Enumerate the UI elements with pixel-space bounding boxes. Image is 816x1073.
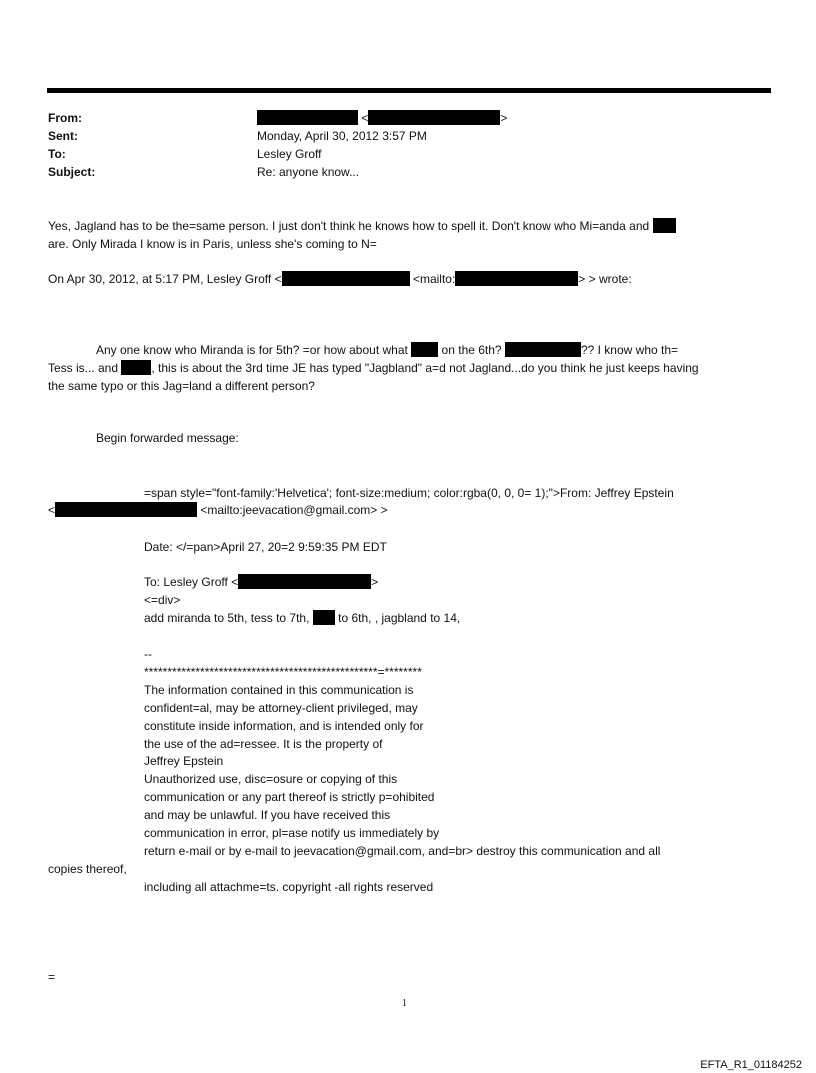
quote-intro: On Apr 30, 2012, at 5:17 PM, Lesley Groff < — [48, 272, 282, 286]
forwarded-mailto-line — [48, 502, 388, 518]
reply-line-2: are. Only Mirada I know is in Paris, unless she's coming to N= — [48, 237, 377, 251]
forwarded-date-line: Date: </=pan>April 27, 20=2 9:59:35 PM EDT — [144, 540, 387, 554]
begin-forwarded: Begin forwarded message: — [96, 431, 239, 445]
to-value: Lesley Groff — [257, 147, 322, 161]
reply-text: Yes, Jagland has to be the=same person. I just don't think he knows how to spell it. Don't know who Mi=anda and — [48, 219, 650, 233]
forwarded-div-line: <=div> — [144, 593, 181, 607]
forwarded-lt: < — [48, 503, 56, 517]
redaction-block — [238, 574, 371, 589]
forwarded-to-line — [144, 574, 378, 590]
quote-header — [48, 271, 632, 287]
disclaimer-line: constitute inside information, and is intended only for — [144, 719, 424, 733]
forwarded-mailto: <mailto:jeevacation@gmail.com> > — [200, 503, 388, 517]
disclaimer-line: return e-mail or by e-mail to jeevacation@gmail.com, and=br> destroy this communication and all — [144, 844, 661, 858]
disclaimer-line: and may be unlawful. If you have received this — [144, 808, 391, 822]
forwarded-text: to 6th, , jagbland to 14, — [338, 611, 461, 625]
from-lt: < — [361, 111, 369, 125]
header-rule — [47, 88, 771, 93]
from-gt: > — [500, 111, 508, 125]
redaction-block — [282, 271, 410, 286]
subject-label: Subject: — [48, 165, 96, 179]
sent-value: Monday, April 30, 2012 3:57 PM — [257, 129, 427, 143]
from-label: From: — [48, 111, 82, 125]
disclaimer-line: communication in error, pl=ase notify us immediately by — [144, 826, 440, 840]
redaction-block — [121, 360, 151, 375]
from-value — [257, 110, 507, 126]
quote-wrote: > > wrote: — [578, 272, 632, 286]
redaction-block — [313, 610, 335, 625]
forwarded-text: add miranda to 5th, tess to 7th, — [144, 611, 310, 625]
disclaimer-copies: copies thereof, — [48, 862, 127, 876]
quoted-line-2 — [48, 360, 699, 376]
quoted-text: Any one know who Miranda is for 5th? =or how about what — [96, 343, 408, 357]
quoted-text: Tess is... and — [48, 361, 119, 375]
redaction-block — [55, 502, 197, 517]
disclaimer-line: confident=al, may be attorney-client privileged, may — [144, 701, 418, 715]
redaction-block — [257, 110, 358, 125]
redaction-block — [505, 342, 581, 357]
redaction-block — [653, 218, 676, 233]
sent-label: Sent: — [48, 129, 78, 143]
disclaimer-line: Unauthorized use, disc=osure or copying of this — [144, 772, 398, 786]
reply-line-1 — [48, 218, 676, 234]
page-number: 1 — [402, 998, 407, 1009]
disclaimer-dashes: -- — [144, 647, 152, 661]
disclaimer-last: including all attachme=ts. copyright -all rights reserved — [144, 880, 434, 894]
redaction-block — [455, 271, 578, 286]
bates-number: EFTA_R1_01184252 — [700, 1059, 802, 1071]
redaction-block — [411, 342, 438, 357]
to-label: To: — [48, 147, 66, 161]
quoted-line-1 — [96, 342, 678, 358]
quote-mailto: <mailto: — [412, 272, 456, 286]
quoted-text: ?? I know who th= — [580, 343, 679, 357]
quoted-line-3: the same typo or this Jag=land a different person? — [48, 379, 315, 393]
disclaimer-line: The information contained in this communication is — [144, 683, 414, 697]
disclaimer-line: the use of the ad=ressee. It is the property of — [144, 737, 383, 751]
forwarded-to: To: Lesley Groff < — [144, 575, 239, 589]
quoted-text: on the 6th? — [441, 343, 502, 357]
disclaimer-stars: **************************************************=******** — [144, 665, 422, 679]
trailing-equals: = — [48, 970, 56, 984]
forwarded-from-line: =span style="font-family:'Helvetica'; font-size:medium; color:rgba(0, 0, 0= 1);">From: Jeffrey Epstein — [144, 486, 674, 500]
forwarded-to-gt: > — [371, 575, 379, 589]
forwarded-add-line — [144, 610, 460, 626]
redaction-block — [368, 110, 500, 125]
quoted-text: , this is about the 3rd time JE has typed "Jagbland" a=d not Jagland...do you think he just keeps having — [151, 361, 699, 375]
subject-value: Re: anyone know... — [257, 165, 360, 179]
disclaimer-line: communication or any part thereof is strictly p=ohibited — [144, 790, 435, 804]
disclaimer-line: Jeffrey Epstein — [144, 754, 224, 768]
